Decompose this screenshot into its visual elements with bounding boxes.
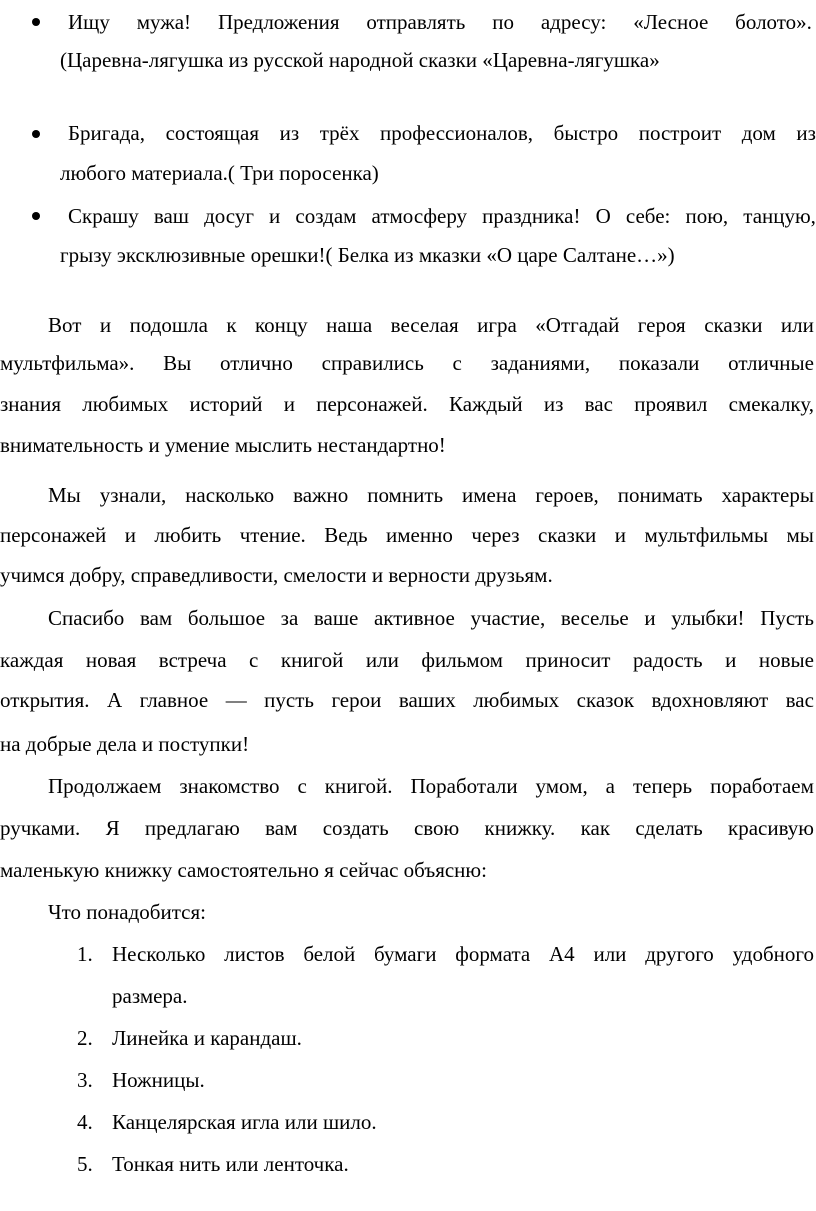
word: теперь: [632, 774, 693, 798]
word: —: [225, 688, 247, 712]
word: фильмом: [421, 648, 503, 672]
word: каждая: [0, 648, 64, 672]
word: новые: [758, 648, 814, 672]
word: важно: [293, 483, 349, 507]
word: атмосферу: [371, 204, 468, 228]
word: знакомство: [179, 774, 280, 798]
paragraph-1-line-3: [0, 390, 814, 418]
word: Пусть: [760, 606, 814, 630]
word: сказки: [538, 523, 597, 547]
word: или: [593, 942, 627, 966]
bullet-marker: [32, 130, 40, 138]
word: пусть: [264, 688, 314, 712]
materials-item-1-line-1: [112, 940, 814, 968]
word: А4: [549, 942, 575, 966]
word: участие,: [470, 606, 546, 630]
paragraph-2-line-1: [48, 481, 814, 509]
word: за: [280, 606, 299, 630]
bullet-item-3-line-2: грызу эксклюзивные орешки!( Белка из мказки «О царе Салтане…»): [60, 243, 675, 267]
word: трёх: [319, 121, 360, 145]
word: «Отгадай: [535, 313, 620, 337]
word: показали: [618, 351, 700, 375]
word: из: [543, 392, 564, 416]
word: удобного: [732, 942, 814, 966]
paragraph-4-line-1: [48, 772, 814, 800]
word: приносит: [525, 648, 611, 672]
word: открытия.: [0, 688, 90, 712]
word: а: [605, 774, 615, 798]
word: Спасибо: [48, 606, 125, 630]
word: и: [99, 313, 112, 337]
materials-item-2: Линейка и карандаш.: [112, 1026, 302, 1050]
word: заданиями,: [490, 351, 591, 375]
word: характеры: [721, 483, 814, 507]
word: другого: [645, 942, 714, 966]
word: и: [283, 392, 295, 416]
materials-item-4: Канцелярская игла или шило.: [112, 1110, 377, 1134]
word: вас: [584, 392, 613, 416]
word: Поработали: [410, 774, 518, 798]
paragraph-4-line-2: [0, 814, 814, 842]
word: чтение.: [239, 523, 306, 547]
word: встреча: [158, 648, 227, 672]
word: книгой: [280, 648, 344, 672]
word: к: [226, 313, 237, 337]
word: веселье: [560, 606, 629, 630]
word: Предложения: [217, 10, 340, 34]
paragraph-3-line-2: [0, 646, 814, 674]
word: пою,: [685, 204, 729, 228]
word: мужа!: [136, 10, 192, 34]
word: вам: [265, 816, 298, 840]
word: любить: [154, 523, 222, 547]
word: узнали,: [99, 483, 167, 507]
word: А: [107, 688, 123, 712]
word: поработаем: [710, 774, 814, 798]
word: радость: [633, 648, 703, 672]
word: красивую: [728, 816, 814, 840]
materials-item-3: Ножницы.: [112, 1068, 205, 1092]
word: состоящая: [165, 121, 260, 145]
word: Я: [105, 816, 120, 840]
word: вас: [785, 688, 814, 712]
word: или: [780, 313, 814, 337]
word: отлично: [220, 351, 293, 375]
word: Вы: [163, 351, 192, 375]
word: помнить: [367, 483, 444, 507]
word: создам: [295, 204, 357, 228]
word: Бригада,: [68, 121, 145, 145]
word: или: [365, 648, 399, 672]
word: игра: [477, 313, 517, 337]
word: знания: [0, 392, 61, 416]
list-number: 1.: [77, 942, 93, 966]
word: Каждый: [449, 392, 523, 416]
word: смекалку,: [728, 392, 814, 416]
word: Вот: [48, 313, 82, 337]
word: из: [279, 121, 300, 145]
word: большое: [187, 606, 266, 630]
word: создать: [322, 816, 389, 840]
materials-heading: Что понадобится:: [48, 900, 206, 924]
word: «Лесное: [633, 10, 709, 34]
word: героев,: [535, 483, 599, 507]
word: справились: [321, 351, 424, 375]
word: и: [124, 523, 136, 547]
word: мы: [786, 523, 814, 547]
word: умом,: [535, 774, 588, 798]
word: ваших: [398, 688, 456, 712]
word: построит: [638, 121, 722, 145]
word: вам: [139, 606, 173, 630]
word: быстро: [553, 121, 619, 145]
word: персонажей.: [316, 392, 428, 416]
word: имена: [462, 483, 517, 507]
word: наша: [326, 313, 373, 337]
word: историй: [189, 392, 263, 416]
word: новая: [85, 648, 137, 672]
word: профессионалов,: [380, 121, 534, 145]
bullet-marker: [32, 18, 40, 26]
word: любимых: [82, 392, 169, 416]
word: любимых: [473, 688, 560, 712]
word: насколько: [185, 483, 275, 507]
list-number: 3.: [77, 1068, 93, 1092]
word: герои: [331, 688, 382, 712]
word: книжку.: [484, 816, 556, 840]
word: как: [580, 816, 611, 840]
paragraph-3-line-1: [48, 604, 814, 632]
word: праздника!: [482, 204, 581, 228]
word: героя: [637, 313, 686, 337]
word: книгой.: [324, 774, 393, 798]
bullet-item-2-line-1: [68, 119, 816, 147]
word: Ищу: [68, 10, 110, 34]
word: Продолжаем: [48, 774, 162, 798]
word: предлагаю: [144, 816, 240, 840]
word: с: [249, 648, 259, 672]
list-number: 5.: [77, 1152, 93, 1176]
bullet-item-1-line-2: (Царевна-лягушка из русской народной сказки «Царевна-лягушка»: [60, 48, 660, 72]
word: сказки: [704, 313, 763, 337]
word: адресу:: [540, 10, 607, 34]
word: с: [297, 774, 307, 798]
word: себе:: [625, 204, 671, 228]
word: активное: [373, 606, 455, 630]
word: главное: [139, 688, 209, 712]
word: и: [644, 606, 656, 630]
word: по: [492, 10, 514, 34]
word: дом: [741, 121, 776, 145]
paragraph-2-line-2: [0, 521, 814, 549]
paragraph-1-line-2: [0, 349, 814, 377]
word: из: [796, 121, 816, 145]
word: О: [595, 204, 611, 228]
word: листов: [224, 942, 285, 966]
bullet-item-3-line-1: [68, 202, 816, 230]
word: и: [725, 648, 737, 672]
word: мультфильмы: [644, 523, 769, 547]
paragraph-3-line-3: [0, 686, 814, 714]
list-number: 2.: [77, 1026, 93, 1050]
paragraph-4-line-3: маленькую книжку самостоятельно я сейчас объясню:: [0, 858, 487, 882]
word: и: [614, 523, 626, 547]
word: и: [269, 204, 281, 228]
word: свою: [413, 816, 460, 840]
word: досуг: [204, 204, 254, 228]
paragraph-3-line-4: на добрые дела и поступки!: [0, 732, 250, 756]
paragraph-2-line-3: учимся добру, справедливости, смелости и верности друзьям.: [0, 563, 553, 587]
word: танцую,: [743, 204, 816, 228]
word: понимать: [617, 483, 703, 507]
word: Мы: [48, 483, 81, 507]
word: сказок: [576, 688, 635, 712]
word: отличные: [728, 351, 814, 375]
word: формата: [455, 942, 531, 966]
word: улыбки!: [671, 606, 745, 630]
word: Скрашу: [68, 204, 139, 228]
word: концу: [255, 313, 308, 337]
list-number: 4.: [77, 1110, 93, 1134]
word: именно: [386, 523, 453, 547]
word: отправлять: [366, 10, 466, 34]
materials-item-1-line-2: размера.: [112, 984, 188, 1008]
word: белой: [303, 942, 356, 966]
word: через: [471, 523, 520, 547]
word: ваше: [313, 606, 359, 630]
bullet-item-2-line-2: любого материала.( Три поросенка): [60, 161, 379, 185]
word: болото».: [735, 10, 812, 34]
paragraph-1-line-4: внимательность и умение мыслить нестандартно!: [0, 433, 446, 457]
word: сделать: [635, 816, 703, 840]
materials-item-5: Тонкая нить или ленточка.: [112, 1152, 349, 1176]
word: мультфильма».: [0, 351, 135, 375]
word: бумаги: [374, 942, 437, 966]
word: вдохновляют: [651, 688, 769, 712]
word: персонажей: [0, 523, 107, 547]
word: Ведь: [324, 523, 368, 547]
bullet-item-1-line-1: [68, 8, 812, 36]
word: веселая: [390, 313, 459, 337]
word: ручками.: [0, 816, 81, 840]
word: с: [452, 351, 462, 375]
paragraph-1-line-1: [48, 311, 814, 339]
word: ваш: [153, 204, 189, 228]
word: Несколько: [112, 942, 206, 966]
bullet-marker: [32, 212, 40, 220]
word: проявил: [634, 392, 708, 416]
word: подошла: [129, 313, 208, 337]
